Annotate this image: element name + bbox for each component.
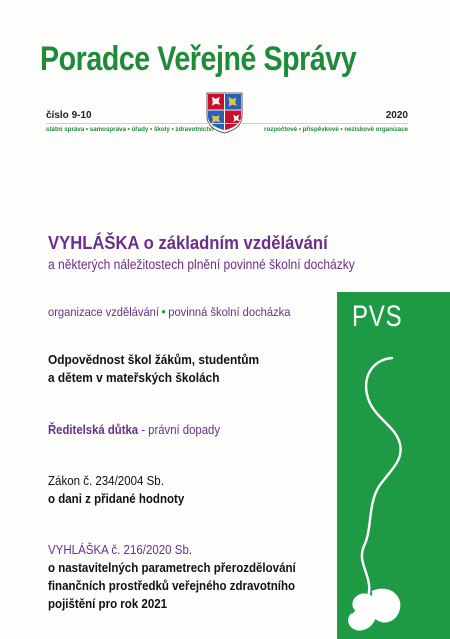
article-rest-label: - právní dopady (138, 423, 220, 437)
topics-left: státní správa • samospráva • úřady • školy • zdravotnictví (46, 126, 214, 133)
topic-tags (48, 305, 290, 319)
article-responsibility (48, 351, 259, 387)
article-bold-label: Ředitelská důtka (48, 423, 139, 437)
article-line: finančních prostředků veřejného zdravotního (48, 578, 296, 593)
pvs-badge: PVS (352, 300, 403, 333)
issue-year: 2020 (385, 110, 408, 121)
article-reprimand (48, 423, 220, 437)
article-line: Odpovědnost škol žákům, studentům (48, 352, 260, 367)
paragraph-sign-icon (300, 340, 450, 639)
article-line: pojištění pro rok 2021 (48, 596, 168, 611)
article-line: Zákon č. 234/2004 Sb. (48, 473, 164, 488)
article-line: a dětem v mateřských školách (48, 370, 220, 385)
article-vat-law (48, 472, 184, 508)
article-line: o nastavitelných parametrech přerozdělování (48, 560, 296, 575)
article-line: VYHLÁŠKA č. 216/2020 Sb. (48, 542, 193, 557)
tag-attendance: povinná školní docházka (168, 305, 291, 319)
issue-number: číslo 9-10 (46, 110, 92, 121)
article-line: o dani z přidané hodnoty (48, 491, 185, 506)
bullet-separator: • (161, 305, 166, 319)
tag-organization: organizace vzdělávání (48, 305, 159, 319)
article-health-decree (48, 541, 296, 613)
magazine-title: Poradce Veřejné Správy (40, 40, 357, 78)
main-headline: VYHLÁŠKA o základním vzdělávání (48, 232, 328, 253)
masthead-divider (46, 123, 408, 124)
main-subheadline: a některých náležitostech plnění povinné školní docházky (48, 257, 355, 272)
topics-right: rozpočtové • příspěvkové • neziskové organizace (264, 126, 408, 133)
